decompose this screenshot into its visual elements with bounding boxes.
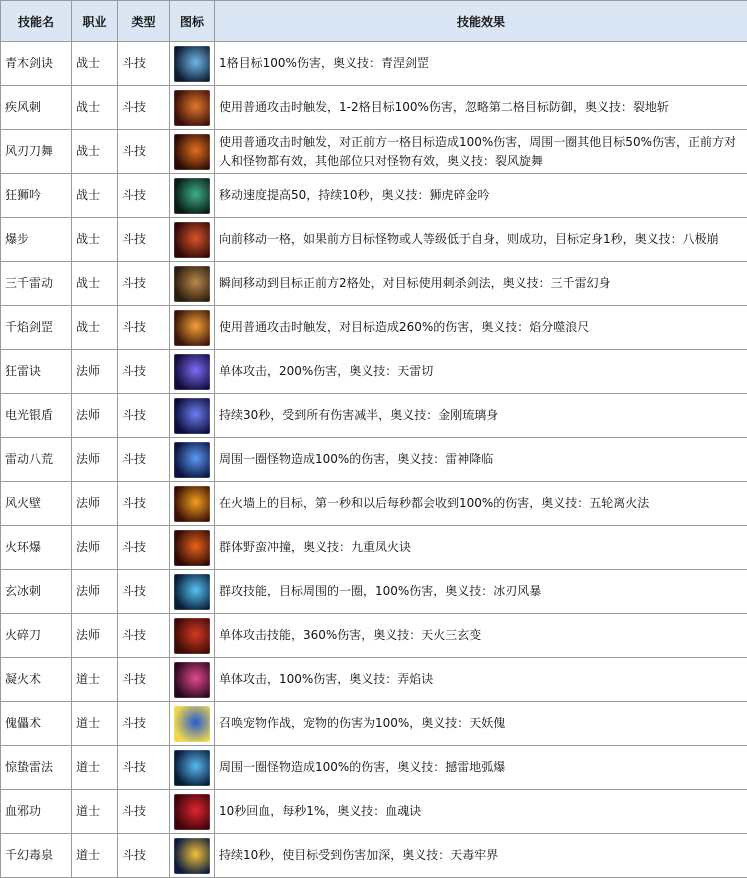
puppet-talisman-icon xyxy=(174,706,210,742)
class-cell: 法师 xyxy=(72,438,118,482)
skill-name-cell: 雷动八荒 xyxy=(1,438,72,482)
table-row xyxy=(1,658,747,702)
fire-ring-icon xyxy=(174,530,210,566)
icon-cell xyxy=(170,482,215,526)
skill-name-cell: 风刃刀舞 xyxy=(1,130,72,174)
icon-cell xyxy=(170,570,215,614)
table-row xyxy=(1,350,747,394)
effect-cell: 单体攻击技能，360%伤害，奥义技：天火三玄变 xyxy=(215,614,747,658)
type-cell: 斗技 xyxy=(118,306,170,350)
fire-wall-icon xyxy=(174,486,210,522)
type-cell: 斗技 xyxy=(118,438,170,482)
type-cell: 斗技 xyxy=(118,350,170,394)
table-header-row xyxy=(1,1,747,42)
type-cell: 斗技 xyxy=(118,394,170,438)
ice-spike-icon xyxy=(174,574,210,610)
type-cell: 斗技 xyxy=(118,130,170,174)
effect-cell: 持续30秒，受到所有伤害减半，奥义技：金刚琉璃身 xyxy=(215,394,747,438)
class-cell: 战士 xyxy=(72,262,118,306)
table-row xyxy=(1,702,747,746)
table-row xyxy=(1,834,747,878)
class-cell: 法师 xyxy=(72,482,118,526)
effect-cell: 周围一圈怪物造成100%的伤害，奥义技：撼雷地弧爆 xyxy=(215,746,747,790)
table-row xyxy=(1,790,747,834)
burst-step-icon xyxy=(174,222,210,258)
icon-cell xyxy=(170,218,215,262)
effect-cell: 使用普通攻击时触发，对目标造成260%的伤害，奥义技：焰分噬浪尺 xyxy=(215,306,747,350)
header-class: 职业 xyxy=(72,1,118,42)
class-cell: 道士 xyxy=(72,702,118,746)
skill-name-cell: 火碎刀 xyxy=(1,614,72,658)
blood-hand-icon xyxy=(174,794,210,830)
table-row xyxy=(1,218,747,262)
class-cell: 法师 xyxy=(72,394,118,438)
icon-cell xyxy=(170,834,215,878)
table-row xyxy=(1,262,747,306)
thunder-storm-icon xyxy=(174,442,210,478)
skill-name-cell: 千幻毒泉 xyxy=(1,834,72,878)
type-cell: 斗技 xyxy=(118,834,170,878)
skill-name-cell: 血邪功 xyxy=(1,790,72,834)
skill-name-cell: 千焰剑罡 xyxy=(1,306,72,350)
type-cell: 斗技 xyxy=(118,218,170,262)
skill-name-cell: 狂狮吟 xyxy=(1,174,72,218)
table-row xyxy=(1,526,747,570)
table-row xyxy=(1,614,747,658)
class-cell: 战士 xyxy=(72,174,118,218)
table-row xyxy=(1,482,747,526)
class-cell: 战士 xyxy=(72,42,118,86)
skill-name-cell: 电光银盾 xyxy=(1,394,72,438)
icon-cell xyxy=(170,394,215,438)
table-row xyxy=(1,306,747,350)
skill-name-cell: 惊蛰雷法 xyxy=(1,746,72,790)
effect-cell: 群攻技能，目标周围的一圈，100%伤害，奥义技：冰刃风暴 xyxy=(215,570,747,614)
header-skill-name: 技能名 xyxy=(1,1,72,42)
effect-cell: 单体攻击，100%伤害，奥义技：弄焰诀 xyxy=(215,658,747,702)
type-cell: 斗技 xyxy=(118,526,170,570)
effect-cell: 群体野蛮冲撞，奥义技：九重凤火诀 xyxy=(215,526,747,570)
table-row xyxy=(1,174,747,218)
class-cell: 法师 xyxy=(72,526,118,570)
skill-name-cell: 青木剑诀 xyxy=(1,42,72,86)
skill-name-cell: 傀儡术 xyxy=(1,702,72,746)
sword-slash-icon xyxy=(174,46,210,82)
effect-cell: 1格目标100%伤害，奥义技：青涅剑罡 xyxy=(215,42,747,86)
type-cell: 斗技 xyxy=(118,42,170,86)
class-cell: 战士 xyxy=(72,218,118,262)
effect-cell: 单体攻击，200%伤害，奥义技：天雷切 xyxy=(215,350,747,394)
type-cell: 斗技 xyxy=(118,658,170,702)
effect-cell: 使用普通攻击时触发，1-2格目标100%伤害，忽略第二格目标防御，奥义技：裂地斩 xyxy=(215,86,747,130)
effect-cell: 在火墙上的目标，第一秒和以后每秒都会收到100%的伤害，奥义技：五轮离火法 xyxy=(215,482,747,526)
icon-cell xyxy=(170,702,215,746)
icon-cell xyxy=(170,42,215,86)
table-row xyxy=(1,394,747,438)
skill-name-cell: 凝火术 xyxy=(1,658,72,702)
icon-cell xyxy=(170,658,215,702)
type-cell: 斗技 xyxy=(118,174,170,218)
class-cell: 法师 xyxy=(72,614,118,658)
icon-cell xyxy=(170,86,215,130)
skill-name-cell: 风火壁 xyxy=(1,482,72,526)
effect-cell: 持续10秒，使目标受到伤害加深，奥义技：天毒牢界 xyxy=(215,834,747,878)
type-cell: 斗技 xyxy=(118,614,170,658)
effect-cell: 瞬间移动到目标正前方2格处，对目标使用刺杀剑法，奥义技：三千雷幻身 xyxy=(215,262,747,306)
class-cell: 战士 xyxy=(72,306,118,350)
skill-name-cell: 三千雷动 xyxy=(1,262,72,306)
type-cell: 斗技 xyxy=(118,482,170,526)
thunder-spell-icon xyxy=(174,750,210,786)
type-cell: 斗技 xyxy=(118,570,170,614)
table-row xyxy=(1,86,747,130)
effect-cell: 10秒回血，每秒1%，奥义技：血魂诀 xyxy=(215,790,747,834)
lightning-icon xyxy=(174,354,210,390)
lion-roar-icon xyxy=(174,178,210,214)
skill-name-cell: 火环爆 xyxy=(1,526,72,570)
type-cell: 斗技 xyxy=(118,702,170,746)
poison-spring-icon xyxy=(174,838,210,874)
thunder-dash-icon xyxy=(174,266,210,302)
fire-blade-icon xyxy=(174,618,210,654)
icon-cell xyxy=(170,614,215,658)
effect-cell: 周围一圈怪物造成100%的伤害，奥义技：雷神降临 xyxy=(215,438,747,482)
table-row xyxy=(1,438,747,482)
skill-name-cell: 玄冰刺 xyxy=(1,570,72,614)
icon-cell xyxy=(170,350,215,394)
class-cell: 道士 xyxy=(72,834,118,878)
icon-cell xyxy=(170,262,215,306)
table-row xyxy=(1,42,747,86)
spear-thrust-icon xyxy=(174,90,210,126)
icon-cell xyxy=(170,790,215,834)
blade-whirl-icon xyxy=(174,134,210,170)
table-row xyxy=(1,130,747,174)
header-effect: 技能效果 xyxy=(215,1,747,42)
icon-cell xyxy=(170,306,215,350)
type-cell: 斗技 xyxy=(118,86,170,130)
class-cell: 战士 xyxy=(72,86,118,130)
class-cell: 战士 xyxy=(72,130,118,174)
lightning-shield-icon xyxy=(174,398,210,434)
type-cell: 斗技 xyxy=(118,262,170,306)
effect-cell: 移动速度提高50，持续10秒，奥义技：狮虎碎金吟 xyxy=(215,174,747,218)
effect-cell: 召唤宠物作战，宠物的伤害为100%，奥义技：天妖傀 xyxy=(215,702,747,746)
class-cell: 道士 xyxy=(72,658,118,702)
icon-cell xyxy=(170,438,215,482)
condensed-fire-icon xyxy=(174,662,210,698)
icon-cell xyxy=(170,526,215,570)
skill-name-cell: 疾风刺 xyxy=(1,86,72,130)
icon-cell xyxy=(170,746,215,790)
header-type: 类型 xyxy=(118,1,170,42)
header-icon: 图标 xyxy=(170,1,215,42)
skill-name-cell: 狂雷诀 xyxy=(1,350,72,394)
flame-sword-icon xyxy=(174,310,210,346)
effect-cell: 使用普通攻击时触发，对正前方一格目标造成100%伤害，周围一圈其他目标50%伤害，正前方对人和怪物都有效，其他部位只对怪物有效，奥义技：裂风旋舞 xyxy=(215,130,747,174)
icon-cell xyxy=(170,130,215,174)
icon-cell xyxy=(170,174,215,218)
table-row xyxy=(1,570,747,614)
effect-cell: 向前移动一格，如果前方目标怪物或人等级低于自身，则成功，目标定身1秒，奥义技：八极崩 xyxy=(215,218,747,262)
table-row xyxy=(1,746,747,790)
class-cell: 法师 xyxy=(72,350,118,394)
skill-name-cell: 爆步 xyxy=(1,218,72,262)
class-cell: 道士 xyxy=(72,790,118,834)
type-cell: 斗技 xyxy=(118,790,170,834)
type-cell: 斗技 xyxy=(118,746,170,790)
class-cell: 道士 xyxy=(72,746,118,790)
class-cell: 法师 xyxy=(72,570,118,614)
